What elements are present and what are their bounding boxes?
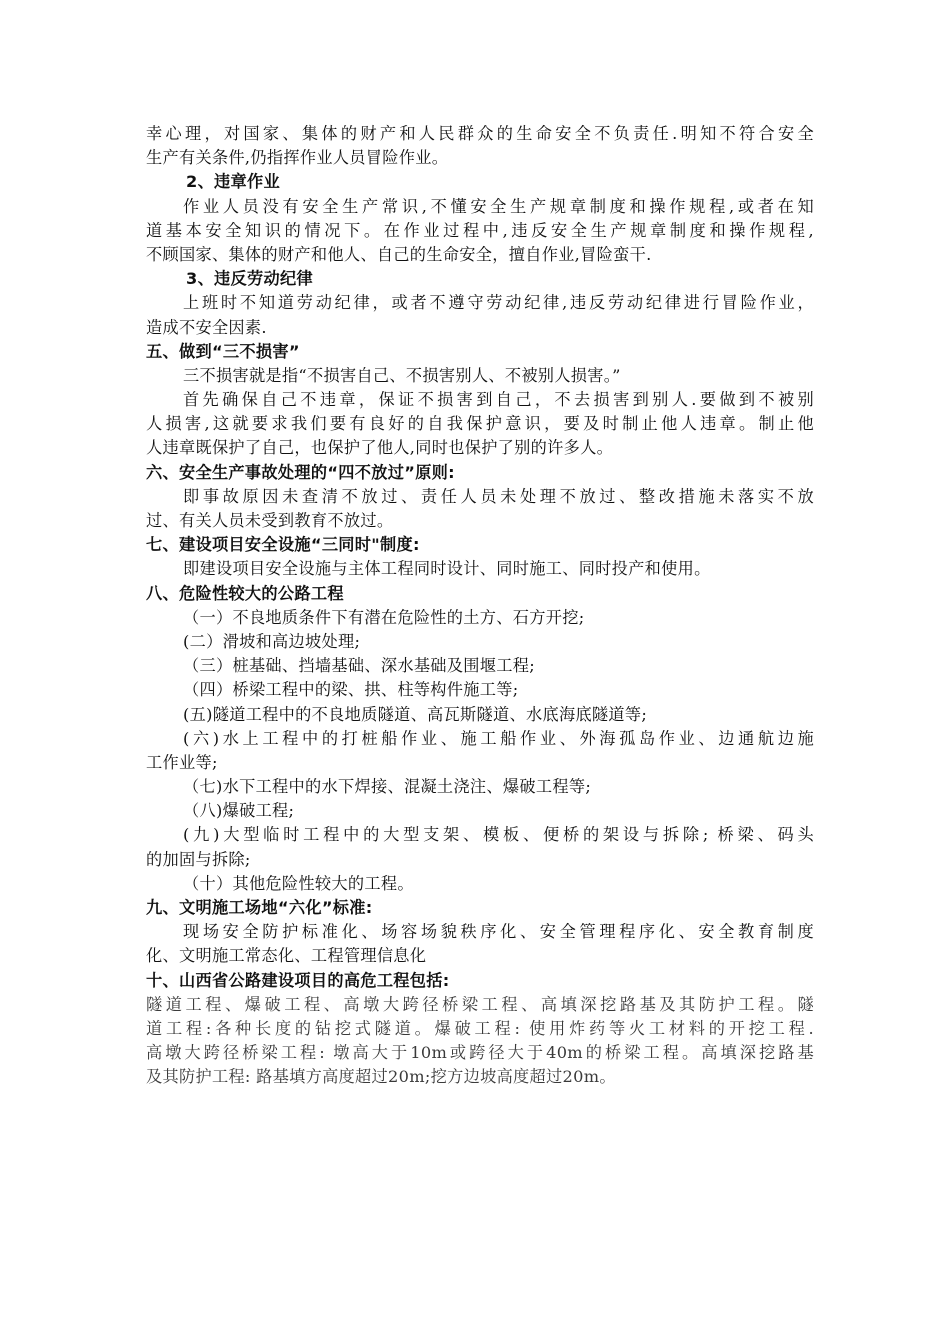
- body-line: 道工程:各种长度的钻挖式隧道。爆破工程: 使用炸药等火工材料的开挖工程.: [146, 1018, 814, 1038]
- body-line: 生产有关条件,仍指挥作业人员冒险作业。: [146, 148, 449, 168]
- list-item-continuation: 工作业等;: [146, 752, 218, 772]
- section-heading-9: 九、文明施工场地“六化”标准:: [146, 898, 373, 917]
- list-item: (二）滑坡和高边坡处理;: [183, 631, 361, 651]
- body-line: 高墩大跨径桥梁工程: 墩高大于10m或跨径大于40m的桥梁工程。高填深挖路基: [146, 1043, 814, 1063]
- body-line: 道基本安全知识的情况下。在作业过程中,违反安全生产规章制度和操作规程,: [146, 220, 814, 240]
- body-line: 隧道工程、爆破工程、高墩大跨径桥梁工程、高填深挖路基及其防护工程。隧: [146, 994, 814, 1014]
- list-item: （一）不良地质条件下有潜在危险性的土方、石方开挖;: [183, 607, 585, 627]
- body-line: 三不损害就是指“不损害自己、不损害别人、不被别人损害。”: [183, 365, 621, 385]
- list-item: （八)爆破工程;: [183, 801, 295, 821]
- section-heading-7: 七、建设项目安全设施“三同时"制度:: [146, 535, 420, 555]
- body-line: 现场安全防护标准化、场容场貌秩序化、安全管理程序化、安全教育制度: [183, 922, 814, 942]
- list-item: （十）其他危险性较大的工程。: [183, 873, 414, 893]
- body-line: 不顾国家、集体的财产和他人、自己的生命安全，擅自作业,冒险蛮干.: [146, 244, 652, 264]
- body-line: 化、文明施工常态化、工程管理信息化: [146, 946, 427, 966]
- list-item: （七)水下工程中的水下焊接、混凝土浇注、爆破工程等;: [183, 777, 592, 797]
- list-item: (九)大型临时工程中的大型支架、模板、便桥的架设与拆除; 桥梁、码头: [183, 825, 814, 845]
- body-line: 上班时不知道劳动纪律，或者不遵守劳动纪律,违反劳动纪律进行冒险作业，: [183, 293, 814, 313]
- body-line: 幸心理，对国家、集体的财产和人民群众的生命安全不负责任.明知不符合安全: [146, 124, 814, 143]
- list-item: （三）桩基础、挡墙基础、深水基础及围堰工程;: [183, 656, 535, 676]
- list-item: （四）桥梁工程中的梁、拱、柱等构件施工等;: [183, 680, 519, 700]
- body-line: 人违章既保护了自己，也保护了他人,同时也保护了别的许多人。: [146, 438, 614, 458]
- body-line: 及其防护工程: 路基填方高度超过20m;挖方边坡高度超过20m。: [146, 1067, 616, 1087]
- section-heading-6: 六、安全生产事故处理的“四不放过”原则:: [146, 462, 455, 482]
- body-line: 过、有关人员未受到教育不放过。: [146, 511, 394, 530]
- body-line: 首先确保自己不违章，保证不损害到自己，不去损害到别人.要做到不被别: [183, 390, 814, 410]
- sub-heading-violation-operation: 2、违章作业: [186, 172, 281, 192]
- document-body: [146, 122, 814, 1090]
- section-heading-5: 五、做到“三不损害”: [146, 341, 300, 361]
- body-line: 人损害,这就要求我们要有良好的自我保护意识，要及时制止他人违章。制止他: [146, 414, 814, 434]
- list-item-continuation: 的加固与拆除;: [146, 849, 251, 869]
- list-item: (五)隧道工程中的不良地质隧道、高瓦斯隧道、水底海底隧道等;: [183, 704, 648, 724]
- body-line: 即建设项目安全设施与主体工程同时设计、同时施工、同时投产和使用。: [183, 559, 711, 579]
- body-line: 作业人员没有安全生产常识,不懂安全生产规章制度和操作规程,或者在知: [183, 196, 814, 216]
- sub-heading-labor-discipline: 3、违反劳动纪律: [186, 269, 313, 289]
- body-line: 造成不安全因素.: [146, 317, 267, 337]
- body-line: 即事故原因未查清不放过、责任人员未处理不放过、整改措施未落实不放: [183, 486, 814, 506]
- section-heading-8: 八、危险性较大的公路工程: [146, 583, 344, 603]
- list-item: (六)水上工程中的打桩船作业、施工船作业、外海孤岛作业、边通航边施: [183, 728, 814, 748]
- section-heading-10: 十、山西省公路建设项目的高危工程包括:: [146, 970, 450, 990]
